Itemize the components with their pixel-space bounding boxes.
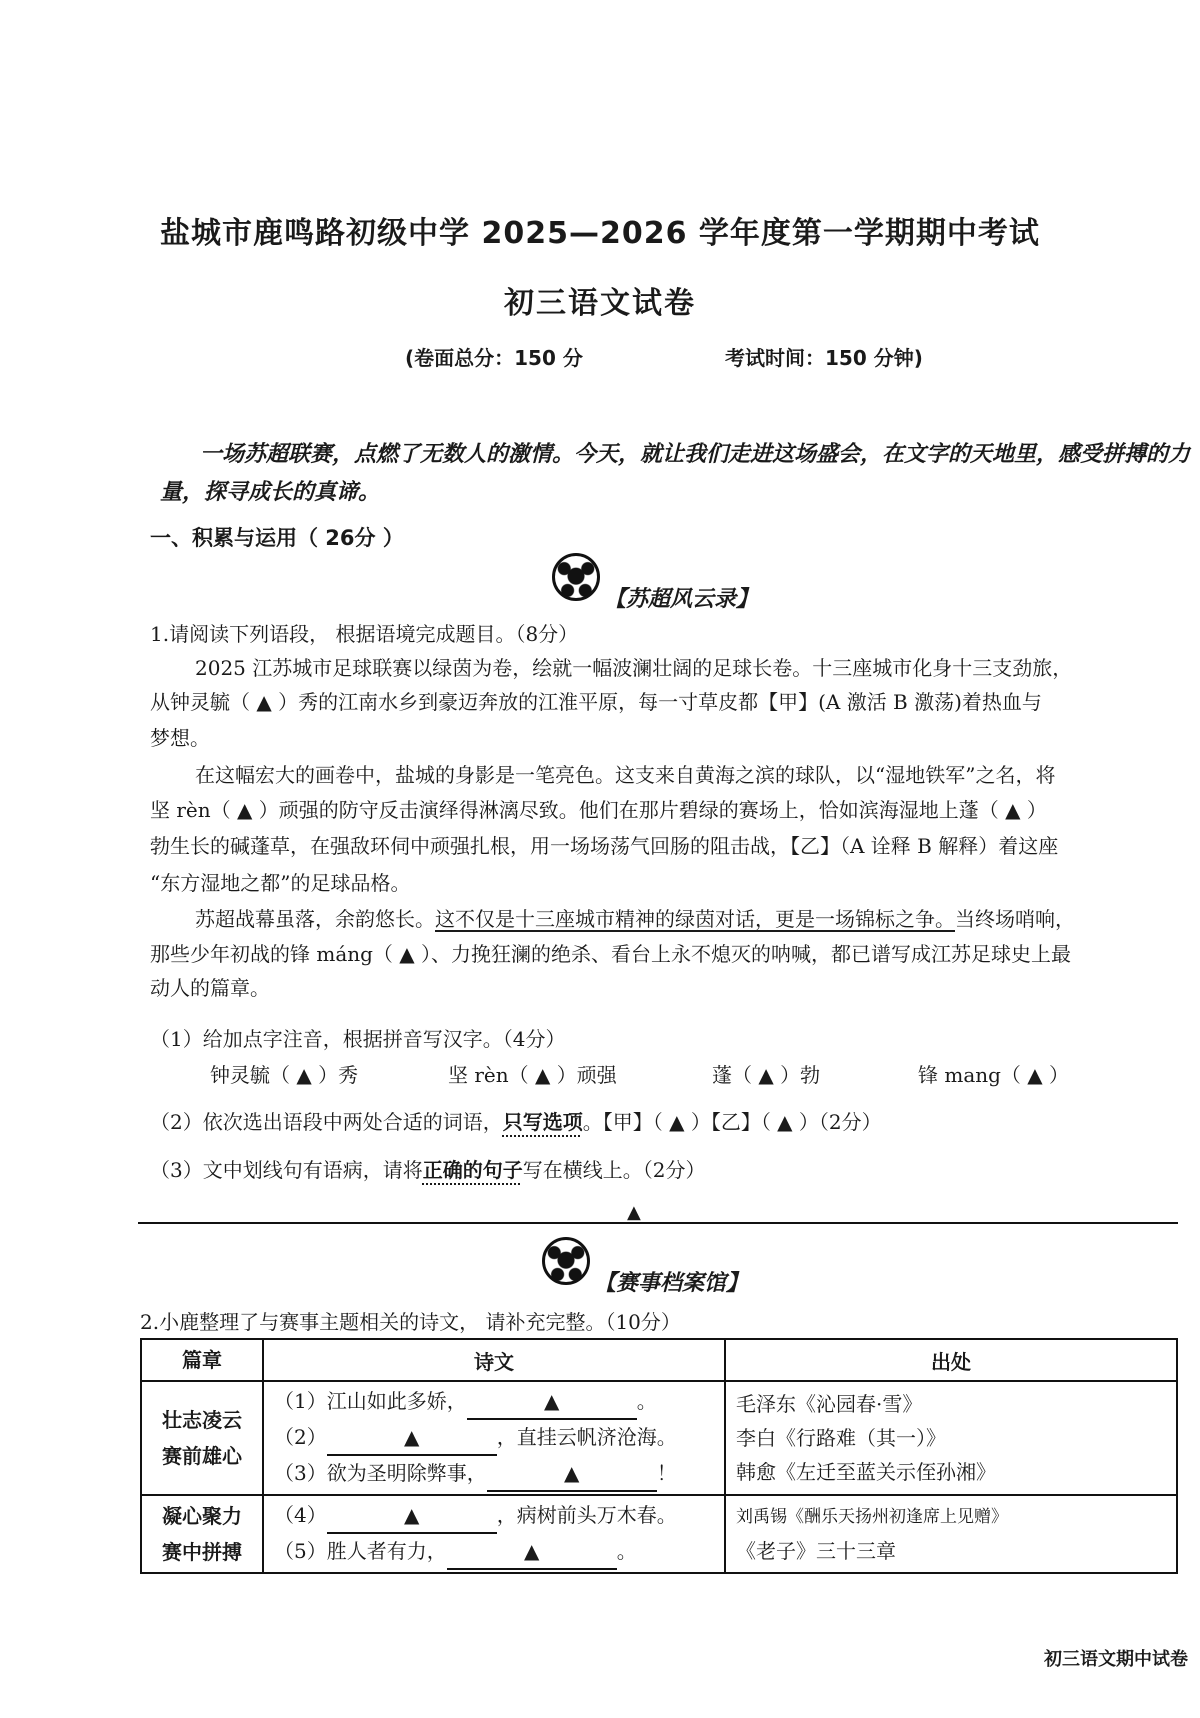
poem-text: （1）江山如此多娇，: [274, 1389, 467, 1413]
answer-blank[interactable]: ▲: [447, 1534, 617, 1570]
soccer-ball-icon: [542, 1237, 590, 1285]
q1-para2-line2: 坚 rèn（ ▲ ）顽强的防守反击演绎得淋漓尽致。他们在那片碧绿的赛场上，恰如滨海湿地上蓬（ ▲ ）: [150, 798, 1047, 822]
poem-line: [274, 1456, 714, 1492]
poem-lines: [263, 1495, 725, 1573]
source-text: 刘禹锡《酬乐天扬州初逢席上见赠》: [736, 1507, 1008, 1527]
intro-text: 一场苏超联赛，点燃了无数人的激情。今天，就让我们走进这场盛会，在文字的天地里，感受拼搏的力量，探寻成长的真谛。: [160, 441, 1191, 505]
q1-sub3: [150, 1153, 705, 1187]
sub3-tail: 写在横线上。（2分）: [522, 1158, 706, 1182]
q1-para2-line1: 在这幅宏大的画卷中，盐城的身影是一笔亮色。这支来自黄海之滨的球队，以“湿地铁军”之名，将: [195, 763, 1056, 787]
sub2-emphasis: 只写选项: [502, 1110, 583, 1134]
q1-para3-line1: [195, 902, 1075, 936]
poem-text: （3）欲为圣明除弊事，: [274, 1461, 487, 1485]
sub1-item-2: 坚 rèn（ ▲ ）顽强: [448, 1063, 617, 1087]
sub3-emphasis: 正确的句子: [422, 1158, 523, 1182]
source-cell: [725, 1381, 1177, 1495]
sub2-tail: 。【甲】（ ▲ ）【乙】（ ▲ ）（2分）: [582, 1110, 882, 1134]
group-label: [141, 1381, 263, 1495]
q1-sub2: [150, 1105, 882, 1139]
underlined-sentence: 这不仅是十三座城市精神的绿茵对话，更是一场锦标之争。: [435, 907, 955, 931]
poem-line: [274, 1384, 714, 1420]
paper-title: 初三语文试卷: [504, 286, 696, 321]
poem-line: [274, 1534, 714, 1570]
source-text: 韩愈《左迁至蓝关示侄孙湘》: [736, 1460, 996, 1484]
poem-text: （5）胜人者有力，: [274, 1539, 447, 1563]
group-label-line: 赛中拼搏: [162, 1540, 242, 1564]
poem-text: 。: [636, 1389, 657, 1413]
source-cell: [725, 1495, 1177, 1573]
group-label-line: 凝心聚力: [162, 1504, 242, 1528]
poem-lines: [263, 1381, 725, 1495]
sub1-item-3: 蓬（ ▲ ）勃: [712, 1063, 821, 1087]
poem-line: [274, 1420, 714, 1456]
source-text: 毛泽东《沁园春·雪》: [736, 1392, 923, 1416]
poem-table: [140, 1338, 1178, 1574]
banner-su-chao: 【苏超风云录】: [604, 586, 759, 612]
group-label-line: 赛前雄心: [162, 1444, 242, 1468]
group-label: [141, 1495, 263, 1573]
sub3-lead: （3）文中划线句有语病，请将: [150, 1158, 423, 1182]
para3-tail: 当终场哨响，: [955, 907, 1075, 931]
page-footer: 初三语文期中试卷: [1044, 1649, 1188, 1670]
intro-paragraph: [160, 435, 1190, 511]
soccer-ball-icon: [552, 553, 600, 601]
header-chapter: 篇章: [141, 1339, 263, 1381]
para3-lead: 苏超战幕虽落，余韵悠长。: [195, 907, 435, 931]
exam-time: 考试时间：150 分钟): [725, 346, 923, 370]
banner-saishi: 【赛事档案馆】: [594, 1270, 749, 1296]
table-header-row: [141, 1339, 1177, 1381]
q1-para3-line2: 那些少年初战的锋 máng（ ▲ ）、力挽狂澜的绝杀、看台上永不熄灭的呐喊，都已谱写成江苏足球史上最: [150, 942, 1072, 966]
q2-prompt: 2.小鹿整理了与赛事主题相关的诗文， 请补充完整。（10分）: [140, 1310, 681, 1334]
poem-text: （2）: [274, 1425, 327, 1449]
table-row: [141, 1381, 1177, 1495]
q1-para2-line3: 勃生长的碱蓬草，在强敌环伺中顽强扎根，用一场场荡气回肠的阻击战，【乙】（A 诠释 B 解释）着这座: [150, 834, 1059, 858]
answer-line: [138, 1222, 1178, 1224]
total-score: (卷面总分：150 分: [405, 346, 583, 370]
q1-prompt: 1.请阅读下列语段， 根据语境完成题目。（8分）: [150, 622, 579, 646]
poem-line: [274, 1498, 714, 1534]
sub1-item-1: 钟灵毓（ ▲ ）秀: [210, 1063, 359, 1087]
answer-blank[interactable]: ▲: [327, 1420, 497, 1456]
q1-para1-line3: 梦想。: [150, 726, 210, 750]
poem-text: 。: [616, 1539, 637, 1563]
table-row: [141, 1495, 1177, 1573]
group-label-line: 壮志凌云: [162, 1408, 242, 1432]
q1-para1-line2: 从钟灵毓（ ▲ ）秀的江南水乡到豪迈奔放的江淮平原，每一寸草皮都【甲】(A 激活 B 激荡)着热血与: [150, 690, 1042, 714]
school-exam-title: 盐城市鹿鸣路初级中学 2025—2026 学年度第一学期期中考试: [160, 216, 1040, 251]
sub2-lead: （2）依次选出语段中两处合适的词语，: [150, 1110, 503, 1134]
header-poem: 诗文: [263, 1339, 725, 1381]
poem-text: ！: [656, 1461, 677, 1485]
source-text: 李白《行路难（其一）》: [736, 1426, 946, 1450]
answer-blank[interactable]: ▲: [487, 1456, 657, 1492]
header-source: 出处: [725, 1339, 1177, 1381]
answer-blank[interactable]: ▲: [467, 1384, 637, 1420]
q1-para3-line3: 动人的篇章。: [150, 976, 270, 1000]
sub1-item-4: 锋 mang（ ▲ ）: [918, 1063, 1070, 1087]
poem-text: （4）: [274, 1503, 327, 1527]
q1-para2-line4: “东方湿地之都”的足球品格。: [150, 871, 411, 895]
q1-para1-line1: 2025 江苏城市足球联赛以绿茵为卷，绘就一幅波澜壮阔的足球长卷。十三座城市化身十三支劲旅，: [195, 656, 1073, 680]
q1-sub1: （1）给加点字注音，根据拼音写汉字。（4分）: [150, 1027, 566, 1051]
source-text: 《老子》三十三章: [736, 1539, 896, 1563]
section-heading: 一、积累与运用（ 26分 ）: [150, 526, 404, 550]
answer-mark: ▲: [627, 1202, 641, 1223]
answer-blank[interactable]: ▲: [327, 1498, 497, 1534]
poem-text: ，直挂云帆济沧海。: [496, 1425, 677, 1449]
poem-text: ，病树前头万木春。: [496, 1503, 677, 1527]
